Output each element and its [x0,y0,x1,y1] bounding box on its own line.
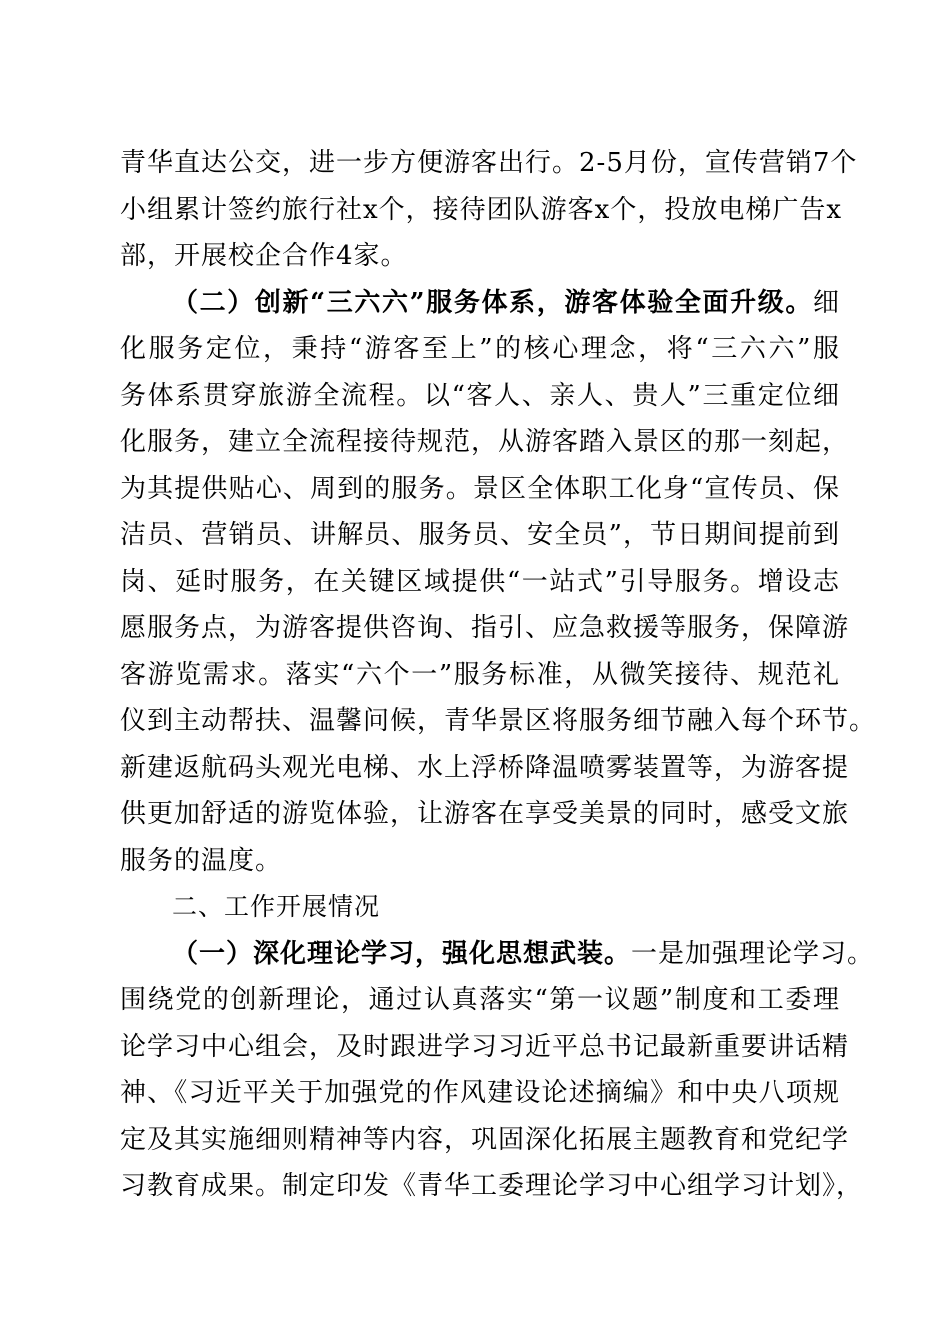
paragraph-line: 为其提供贴心、周到的服务。景区全体职工化身“宣传员、保 [120,473,840,504]
paragraph-line: 定及其实施细则精神等内容，巩固深化拓展主题教育和党纪学 [120,1124,850,1155]
paragraph-line: 客游览需求。落实“六个一”服务标准，从微笑接待、规范礼 [120,659,840,690]
paragraph-line: 愿服务点，为游客提供咨询、指引、应急救援等服务，保障游 [120,613,850,643]
paragraph-text: 一是加强理论学习。 [631,938,875,969]
paragraph-line: 习教育成果。制定印发《青华工委理论学习中心组学习计划》， [120,1171,864,1201]
paragraph-line: 青华直达公交，进一步方便游客出行。2-5月份，宣传营销7个 [120,148,858,178]
paragraph-line: 论学习中心组会，及时跟进学习习近平总书记最新重要讲话精 [120,1031,850,1062]
paragraph-text: 细 [812,287,840,318]
section-heading: 二、工作开展情况 [172,892,381,921]
paragraph-heading: （二）创新“三六六”服务体系，游客体验全面升级。 [172,287,813,318]
paragraph-line: 洁员、营销员、讲解员、服务员、安全员”，节日期间提前到 [120,520,840,550]
paragraph-line: 新建返航码头观光电梯、水上浮桥降温喷雾装置等，为游客提 [120,752,850,783]
paragraph-line: 围绕党的创新理论，通过认真落实“第一议题”制度和工委理 [120,985,840,1015]
paragraph-line: 小组累计签约旅行社x个，接待团队游客x个，投放电梯广告x [120,194,842,225]
paragraph-line: 供更加舒适的游览体验，让游客在享受美景的同时，感受文旅 [120,799,850,829]
paragraph-first-line [120,931,875,978]
document-body [120,140,877,1210]
paragraph-line: 部，开展校企合作4家。 [120,241,408,271]
paragraph-first-line [120,280,840,327]
paragraph-heading: （一）深化理论学习，强化思想武装。 [172,938,632,969]
paragraph-line: 仪到主动帮扶、温馨问候，青华景区将服务细节融入每个环节。 [120,706,877,736]
paragraph-line: 务体系贯穿旅游全流程。以“客人、亲人、贵人”三重定位细 [120,380,840,411]
paragraph-line: 化服务，建立全流程接待规范，从游客踏入景区的那一刻起， [120,427,850,457]
paragraph-line: 化服务定位，秉持“游客至上”的核心理念，将“三六六”服 [120,334,840,364]
paragraph-line: 服务的温度。 [120,845,283,876]
paragraph-line: 岗、延时服务，在关键区域提供“一站式”引导服务。增设志 [120,566,840,597]
paragraph-line: 神、《习近平关于加强党的作风建设论述摘编》和中央八项规 [120,1078,840,1108]
